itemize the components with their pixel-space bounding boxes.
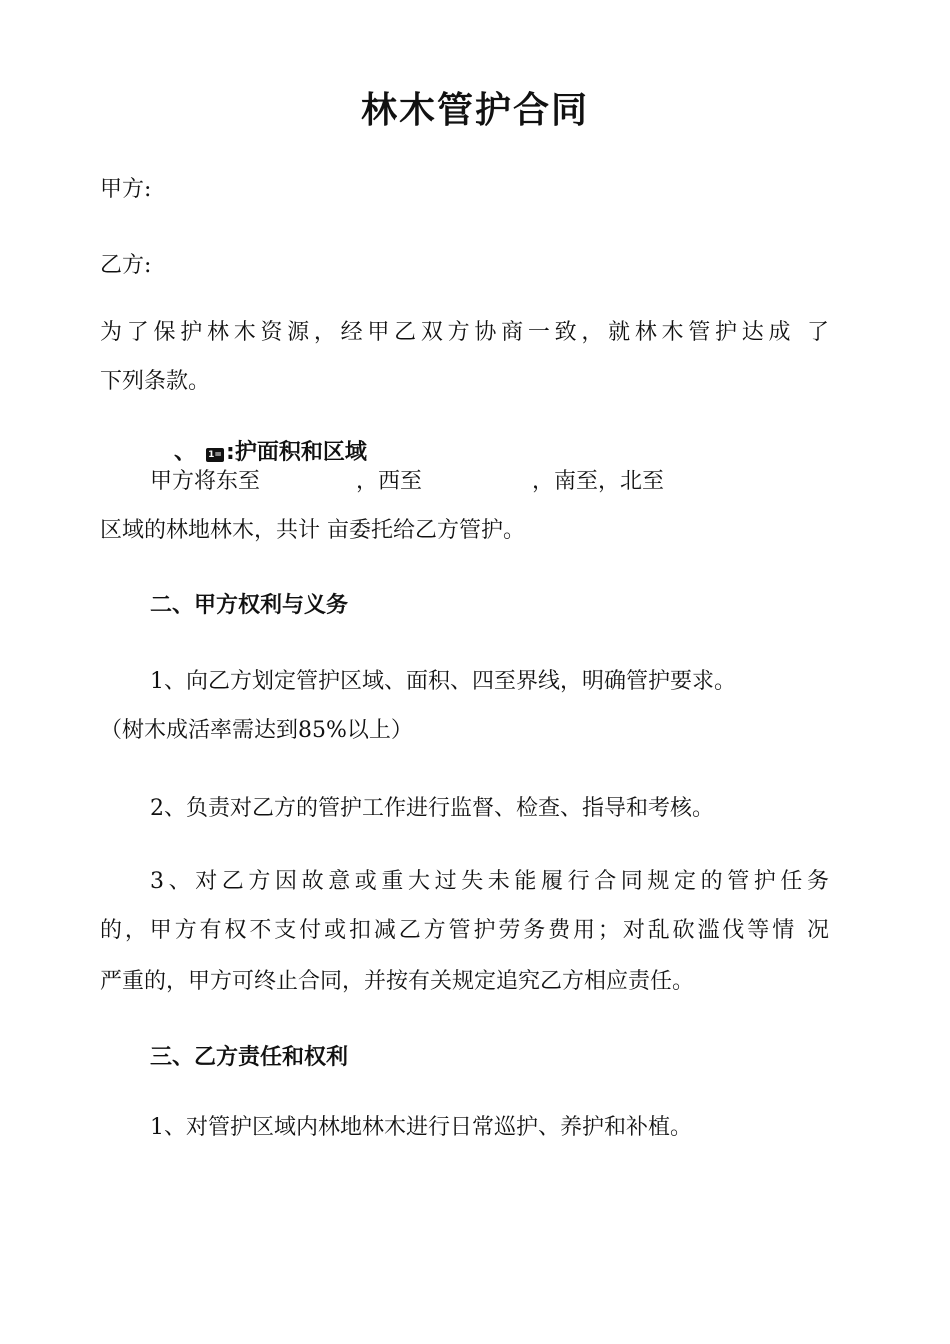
section-2-item-3-line-3: 严重的，甲方可终止合同，并按有关规定追究乙方相应责任。 bbox=[100, 969, 695, 994]
section-2-item-3-line-2: 的，甲方有权不支付或扣减乙方管护劳务费用；对乱砍滥伐等情 况 bbox=[100, 918, 829, 943]
numbered-list-icon: 1= bbox=[206, 448, 224, 462]
south-north-boundary-label: ，南至，北至 bbox=[532, 469, 665, 494]
section-3-item-1: 1、对管护区域内林地林木进行日常巡护、养护和补植。 bbox=[150, 1115, 692, 1140]
section-1-heading-text: :护面积和区域 bbox=[226, 440, 367, 465]
section-2-item-3-line-1: 3、对乙方因故意或重大过失未能履行合同规定的管护任务 bbox=[150, 869, 829, 894]
section-2-heading: 二、甲方权利与义务 bbox=[150, 593, 349, 618]
intro-line-2: 下列条款。 bbox=[100, 369, 211, 394]
party-b-label: 乙方: bbox=[100, 253, 152, 278]
section-1-heading bbox=[174, 438, 367, 468]
document-title: 林木管护合同 bbox=[360, 90, 589, 131]
section-2-item-1-line-2: （树木成活率需达到85%以上） bbox=[100, 718, 413, 743]
intro-line-1: 为了保护林木资源，经甲乙双方协商一致，就林木管护达成 了 bbox=[100, 320, 829, 345]
party-a-label: 甲方: bbox=[100, 177, 152, 202]
section-1-marker: 、 bbox=[174, 440, 197, 465]
section-1-line-1 bbox=[150, 467, 664, 497]
east-boundary-label: 甲方将东至 bbox=[150, 469, 261, 494]
section-1-line-2: 区域的林地林木，共计 亩委托给乙方管护。 bbox=[100, 518, 525, 543]
section-2-item-2: 2、负责对乙方的管护工作进行监督、检查、指导和考核。 bbox=[150, 796, 714, 821]
section-2-item-1-line-1: 1、向乙方划定管护区域、面积、四至界线，明确管护要求。 bbox=[150, 669, 736, 694]
west-boundary-label: ，西至 bbox=[356, 469, 423, 494]
section-3-heading: 三、乙方责任和权利 bbox=[150, 1045, 349, 1070]
